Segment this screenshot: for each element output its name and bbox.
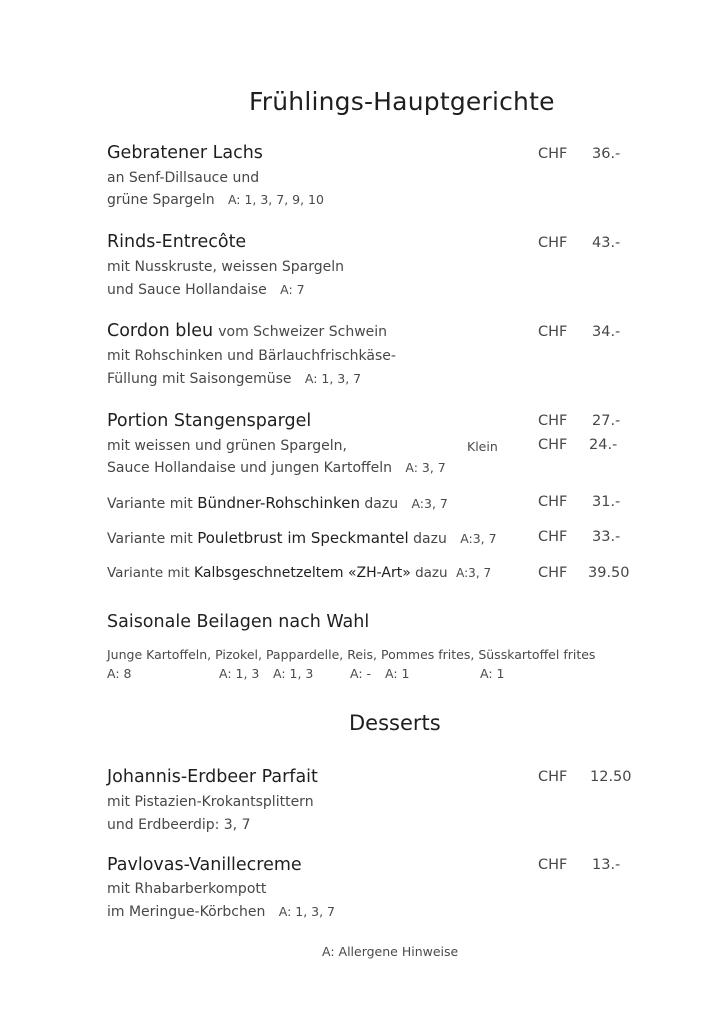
dish-description: und Sauce Hollandaise A: 7 — [107, 282, 305, 298]
dish-name: Pavlovas-Vanillecreme — [107, 855, 302, 875]
allergen-info: A: 1 — [480, 666, 505, 681]
small-portion-label: Klein — [467, 439, 498, 454]
dish-title-line — [107, 321, 387, 341]
allergen-info: A: 1, 3 — [273, 666, 314, 681]
section-title: Desserts — [349, 711, 441, 735]
dish-description: im Meringue-Körbchen A: 1, 3, 7 — [107, 904, 336, 920]
variant-line: Variante mit Bündner-Rohschinken dazu A:3, 7 — [107, 494, 448, 512]
allergen-info: A: 1 — [385, 666, 410, 681]
variant-highlight: Bündner-Rohschinken — [197, 494, 360, 512]
price-amount: 31.- — [592, 494, 621, 510]
dish-description: und Erdbeerdip: 3, 7 — [107, 817, 251, 833]
allergen-info: A: 1, 3, 7, 9, 10 — [227, 192, 324, 207]
price-currency: CHF — [538, 146, 568, 162]
price-amount: 13.- — [592, 857, 621, 873]
dish-name-suffix: vom Schweizer Schwein — [218, 324, 388, 340]
allergen-info: A: 1, 3, 7 — [304, 371, 362, 386]
dish-name: Gebratener Lachs — [107, 143, 263, 163]
price-currency: CHF — [538, 413, 568, 429]
allergen-info: A: 1, 3, 7 — [278, 904, 336, 919]
variant-highlight: Kalbsgeschnetzeltem «ZH-Art» — [193, 565, 411, 581]
dish-description: mit weissen und grünen Spargeln, — [107, 438, 347, 454]
price-amount: 24.- — [589, 437, 618, 453]
price-amount: 27.- — [592, 413, 621, 429]
allergen-info: A:3, 7 — [411, 496, 448, 511]
dish-name: Rinds-Entrecôte — [107, 232, 247, 252]
price-amount: 39.50 — [588, 565, 630, 581]
price-currency: CHF — [538, 565, 568, 581]
dish-description: mit Rohschinken und Bärlauchfrischkäse- — [107, 348, 396, 364]
price-currency: CHF — [538, 857, 568, 873]
dish-description: Sauce Hollandaise und jungen Kartoffeln A: 3, 7 — [107, 460, 446, 476]
dish-description: an Senf-Dillsauce und — [107, 170, 260, 186]
allergen-info: A:3, 7 — [456, 566, 492, 580]
allergen-info: A: 1, 3 — [219, 666, 260, 681]
allergen-info: A:3, 7 — [460, 531, 497, 546]
price-currency: CHF — [538, 235, 568, 251]
dish-description: mit Nusskruste, weissen Spargeln — [107, 259, 345, 275]
dish-name: Cordon bleu — [107, 321, 214, 341]
variant-highlight: Pouletbrust im Speckmantel — [197, 529, 409, 547]
price-amount: 34.- — [592, 324, 621, 340]
allergen-info: A: 7 — [280, 282, 305, 297]
price-amount: 43.- — [592, 235, 621, 251]
price-amount: 33.- — [592, 529, 621, 545]
price-amount: 36.- — [592, 146, 621, 162]
dish-description: mit Rhabarberkompott — [107, 881, 267, 897]
price-currency: CHF — [538, 324, 568, 340]
footnote: A: Allergene Hinweise — [322, 944, 459, 959]
price-currency: CHF — [538, 769, 568, 785]
dish-description: mit Pistazien-Krokantsplittern — [107, 794, 314, 810]
price-currency: CHF — [538, 437, 568, 453]
variant-line: Variante mit Kalbsgeschnetzeltem «ZH-Art» dazu A:3, 7 — [107, 565, 492, 581]
price-currency: CHF — [538, 494, 568, 510]
sides-title: Saisonale Beilagen nach Wahl — [107, 612, 370, 632]
variant-line: Variante mit Pouletbrust im Speckmantel dazu A:3, 7 — [107, 529, 497, 547]
dish-name: Portion Stangenspargel — [107, 411, 312, 431]
dish-description: Füllung mit Saisongemüse A: 1, 3, 7 — [107, 371, 362, 387]
price-currency: CHF — [538, 529, 568, 545]
sides-list: Junge Kartoffeln, Pizokel, Pappardelle, Reis, Pommes frites, Süsskartoffel frites — [107, 647, 596, 662]
dish-description: grüne Spargeln A: 1, 3, 7, 9, 10 — [107, 192, 324, 208]
page-title: Frühlings-Hauptgerichte — [249, 87, 555, 116]
allergen-info: A: 3, 7 — [405, 460, 446, 475]
allergen-info: A: 8 — [107, 666, 132, 681]
dish-name: Johannis-Erdbeer Parfait — [107, 767, 318, 787]
allergen-info: A: - — [350, 666, 372, 681]
price-amount: 12.50 — [590, 769, 632, 785]
